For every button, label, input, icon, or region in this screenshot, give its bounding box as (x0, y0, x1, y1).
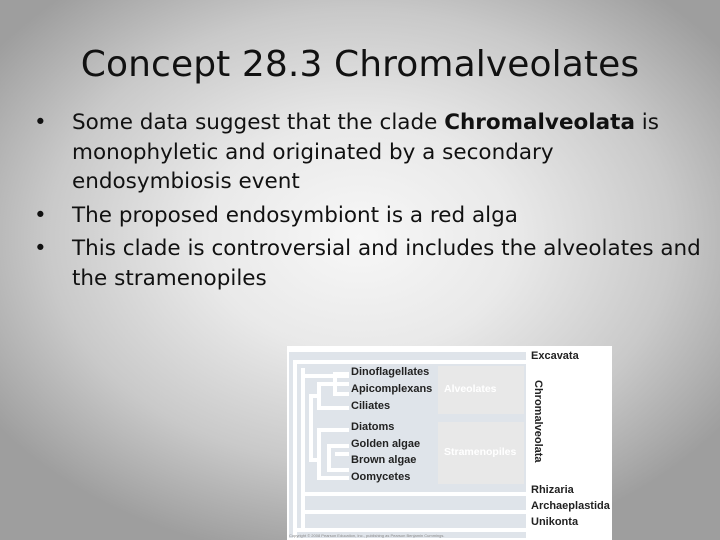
taxon-label: Brown algae (351, 454, 417, 466)
taxon-label: Diatoms (351, 421, 395, 433)
bullet-bold-term: Chromalveolata (444, 110, 635, 135)
taxon-label: Dinoflagellates (351, 366, 430, 378)
bullet-text: The proposed endosymbiont is a red alga (72, 202, 518, 228)
alveolates-box (438, 366, 524, 414)
taxon-label: Oomycetes (351, 471, 411, 483)
alveolates-label: Alveolates (444, 383, 497, 395)
group-label-unikonta: Unikonta (531, 516, 579, 528)
stramenopiles-label: Stramenopiles (444, 446, 517, 458)
bullet-item (32, 108, 702, 197)
taxon-label: Apicomplexans (351, 383, 433, 395)
group-label-archaeplastida: Archaeplastida (531, 500, 610, 512)
stramenopiles-box (438, 422, 524, 484)
slide-title: Concept 28.3 Chromalveolates (80, 44, 640, 85)
group-label-excavata: Excavata (531, 350, 579, 362)
bullet-text-cont: is monophyletic and originated by a secondary endosymbiosis event (72, 110, 659, 194)
group-label-chromalveolata: Chromalveolata (532, 380, 544, 463)
copyright-credit: Copyright © 2008 Pearson Education, Inc., publishing as Pearson Benjamin Cummings. (289, 533, 445, 538)
bullet-text: Some data suggest that the clade (72, 110, 445, 135)
bullet-list (32, 108, 702, 297)
phylogeny-figure (287, 346, 612, 540)
bullet-item (32, 201, 702, 231)
taxon-label: Golden algae (351, 438, 421, 450)
bullet-item (32, 234, 702, 293)
taxon-label: Ciliates (351, 400, 391, 412)
group-label-rhizaria: Rhizaria (531, 484, 574, 496)
bullet-text: This clade is controversial and includes the alveolates and the stramenopiles (72, 236, 701, 291)
